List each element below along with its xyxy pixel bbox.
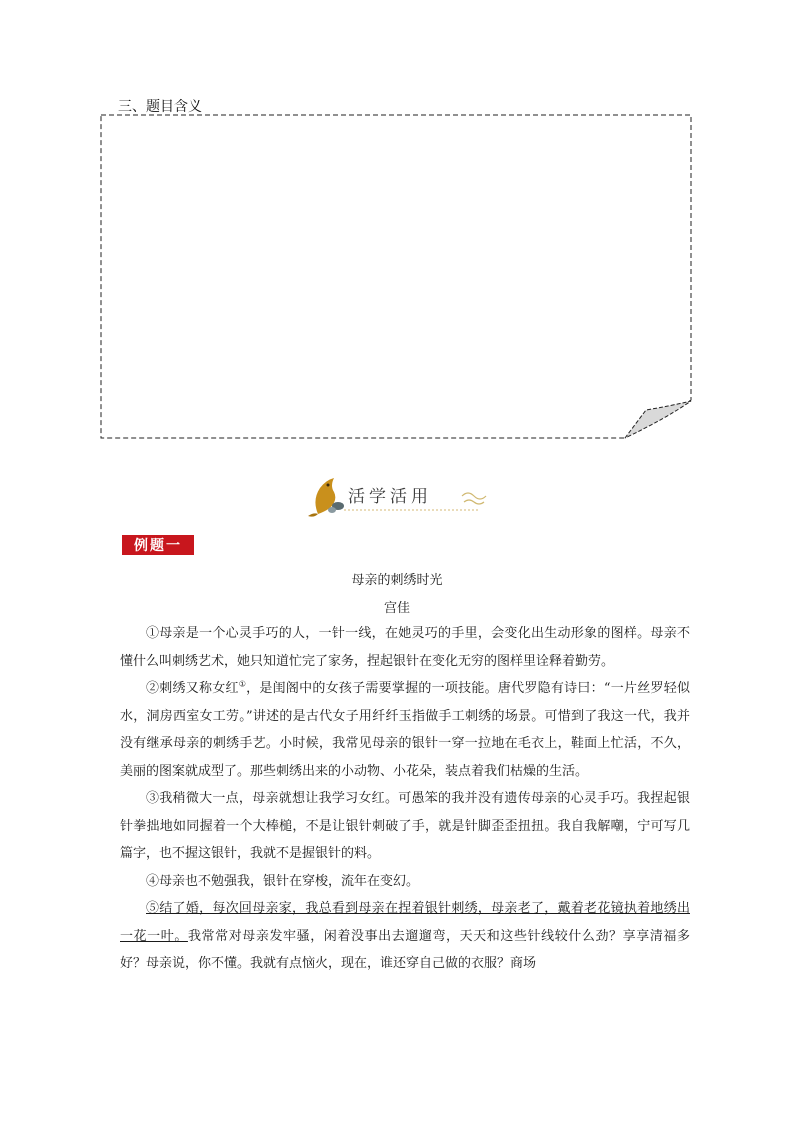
article-body: [120, 620, 690, 978]
article-title: 母亲的刺绣时光: [351, 573, 443, 588]
article-author: 宫佳: [383, 601, 410, 616]
paragraph-1: ①母亲是一个心灵手巧的人，一针一线，在她灵巧的手里，会变化出生动形象的图样。母亲不懂什么叫刺绣艺术，她只知道忙完了家务，捏起银针在变化无穷的图样里诠释着勤劳。: [120, 626, 690, 669]
banner: [304, 474, 494, 518]
paragraph-5-rest: 我常常对母亲发牢骚，闲着没事出去遛遛弯，天天和这些针线较什么劲？享享清福多好？母亲说，你不懂。我就有点恼火，现在，谁还穿自己做的衣服？商场: [120, 928, 690, 971]
section-heading: 三、题目含义: [118, 99, 202, 115]
page-curl-icon: [625, 401, 691, 438]
paragraph-3: ③我稍微大一点，母亲就想让我学习女红。可愚笨的我并没有遗传母亲的心灵手巧。我捏起银针拳拙地如同握着一个大棒槌，不是让银针刺破了手，就是针脚歪歪扭扭。我自我解嘲，宁可写几篇字，也不握这银针，我就不是握银针的料。: [120, 791, 690, 861]
answer-note-box: [100, 114, 694, 440]
paragraph-2-rest: ，是闺阁中的女孩子需要掌握的一项技能。唐代罗隐有诗曰：“一片丝罗轻似水，洞房西室女工劳。”讲述的是古代女子用纤纤玉指做手工刺绣的场景。可惜到了我这一代，我并没有继承母亲的刺绣手艺。小时候，我常见母亲的银针一穿一拉地在毛衣上，鞋面上忙活，不久，美丽的图案就成型了。那些刺绣出来的小动物、小花朵，装点着我们枯燥的生活。: [120, 681, 690, 779]
paragraph-2: [120, 675, 690, 785]
paragraph-2-start: ②刺绣又称女红: [146, 681, 239, 696]
paragraph-4: ④母亲也不勉强我，银针在穿梭，流年在变幻。: [146, 873, 420, 889]
banner-title: 活学活用: [348, 487, 432, 507]
example-label: 例题一: [120, 533, 196, 557]
footnote-marker: ①: [238, 679, 247, 689]
paragraph-5: [120, 895, 690, 978]
underlined-sentence: ⑤结了婚，每次回母亲家，我总看到母亲在捏着银针刺绣，母亲老了，戴着老花镜执着地绣出一花一叶。: [120, 901, 690, 944]
